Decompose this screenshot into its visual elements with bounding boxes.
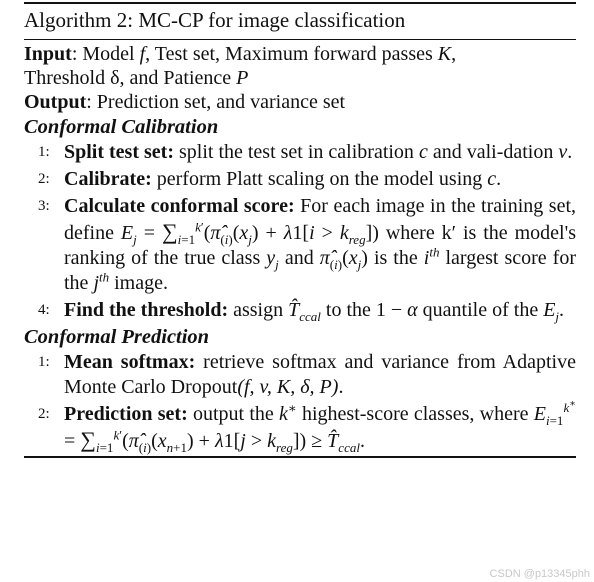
step-number: 4: — [38, 302, 50, 318]
section-calibration: Conformal Calibration — [24, 116, 219, 138]
step-number: 1: — [38, 144, 50, 160]
step-text: . — [567, 141, 573, 163]
step-number: 3: — [38, 198, 50, 214]
step-text: perform Platt scaling on the model using — [151, 168, 488, 190]
step-title: Find the threshold: — [64, 299, 229, 321]
step-text: . — [359, 430, 365, 452]
input-text-2: , Test set, Maximum forward passes — [145, 43, 438, 65]
input-text-3: , — [451, 43, 457, 65]
step-text: image. — [109, 272, 168, 294]
formula-pi-xj: $\pî_{(i)}(x_j)$ — [319, 247, 368, 272]
algorithm-box — [24, 2, 576, 458]
prediction-step-1 — [24, 350, 576, 400]
formula-kstar: k∗ — [279, 400, 297, 425]
output-line — [24, 90, 576, 114]
score-formula: $E_j$ = $\sum_{i=1}^{k'}(\pî_{(i)}(x_j) + \lambda 1[i > k_{reg}])$ — [120, 219, 379, 247]
step-text: . — [496, 168, 502, 190]
step-title: Calibrate: — [64, 168, 152, 190]
step-text: highest-score classes, where — [296, 403, 534, 425]
step-text: where k′ is the model's ranking of the true class — [64, 222, 576, 269]
watermark: CSDN @p13345phh — [489, 568, 590, 580]
input-line-2 — [24, 66, 576, 90]
calibration-step-3 — [24, 194, 576, 296]
input-var-p: P — [236, 67, 249, 89]
step-text: assign — [228, 299, 289, 321]
var-v: v — [558, 141, 568, 163]
step-number: 2: — [38, 406, 50, 422]
step-text: and — [278, 247, 320, 269]
step-title: Split test set: — [64, 141, 174, 163]
input-line2-text: Threshold δ, and Patience — [24, 67, 237, 89]
step-text: split the test set in calibration — [173, 141, 419, 163]
formula-tccal: $T̂_{ccal}$ — [288, 299, 321, 324]
var-c: c — [418, 141, 428, 163]
step-text: to the — [320, 299, 376, 321]
calibration-step-4 — [24, 298, 576, 323]
step-title: Calculate conformal score: — [64, 195, 295, 217]
var-c: c — [487, 168, 497, 190]
formula-jth: $j^{th}$ — [93, 269, 110, 294]
algorithm-caption: Algorithm 2: MC-CP for image classification — [24, 8, 406, 32]
step-text: largest score for the — [64, 247, 576, 294]
step-text: and vali-dation — [427, 141, 559, 163]
step-text: retrieve softmax and variance from Adaptive Monte Carlo Dropout — [64, 351, 576, 398]
prediction-step-2 — [24, 399, 577, 455]
bottom-rule — [24, 456, 576, 458]
output-label: Output — [24, 91, 87, 113]
step-text: . — [559, 299, 565, 321]
formula-quantile: 1 − α — [375, 299, 418, 321]
section-prediction: Conformal Prediction — [24, 326, 210, 348]
step-text: is the — [367, 247, 424, 269]
input-var-f: f — [139, 43, 146, 65]
output-text: : Prediction set, and variance set — [86, 91, 346, 113]
step-title: Prediction set: — [64, 403, 188, 425]
input-line — [24, 42, 576, 66]
step-text: quantile of the — [417, 299, 544, 321]
step-number: 2: — [38, 171, 50, 187]
step-text: output the — [187, 403, 280, 425]
input-var-k: K — [437, 43, 452, 65]
calibration-step-1 — [24, 140, 576, 165]
input-text-1: : Model — [71, 43, 140, 65]
prediction-formula: $E_{i=1}^{k^∗}$ = $\sum_{i=1}^{k'}(\pî_{(i)}(x_{n+1}) + \lambda 1[j > k_{reg}])$ ≥ $T̂_{ccal}$ — [64, 399, 577, 455]
step-text: For each image in the training set, define — [64, 195, 577, 244]
step-text: . — [338, 376, 344, 398]
formula-ith: $i^{th}$ — [423, 244, 440, 269]
input-label: Input — [24, 43, 72, 65]
calibration-step-2 — [24, 167, 576, 192]
dropout-args: (f, v, K, δ, P) — [237, 376, 339, 398]
caption-rule — [24, 39, 576, 40]
step-title: Mean softmax: — [64, 351, 196, 373]
formula-ej: $E_j$ — [543, 299, 560, 324]
step-number: 1: — [38, 354, 50, 370]
formula-yj: $y_j$ — [266, 247, 279, 272]
